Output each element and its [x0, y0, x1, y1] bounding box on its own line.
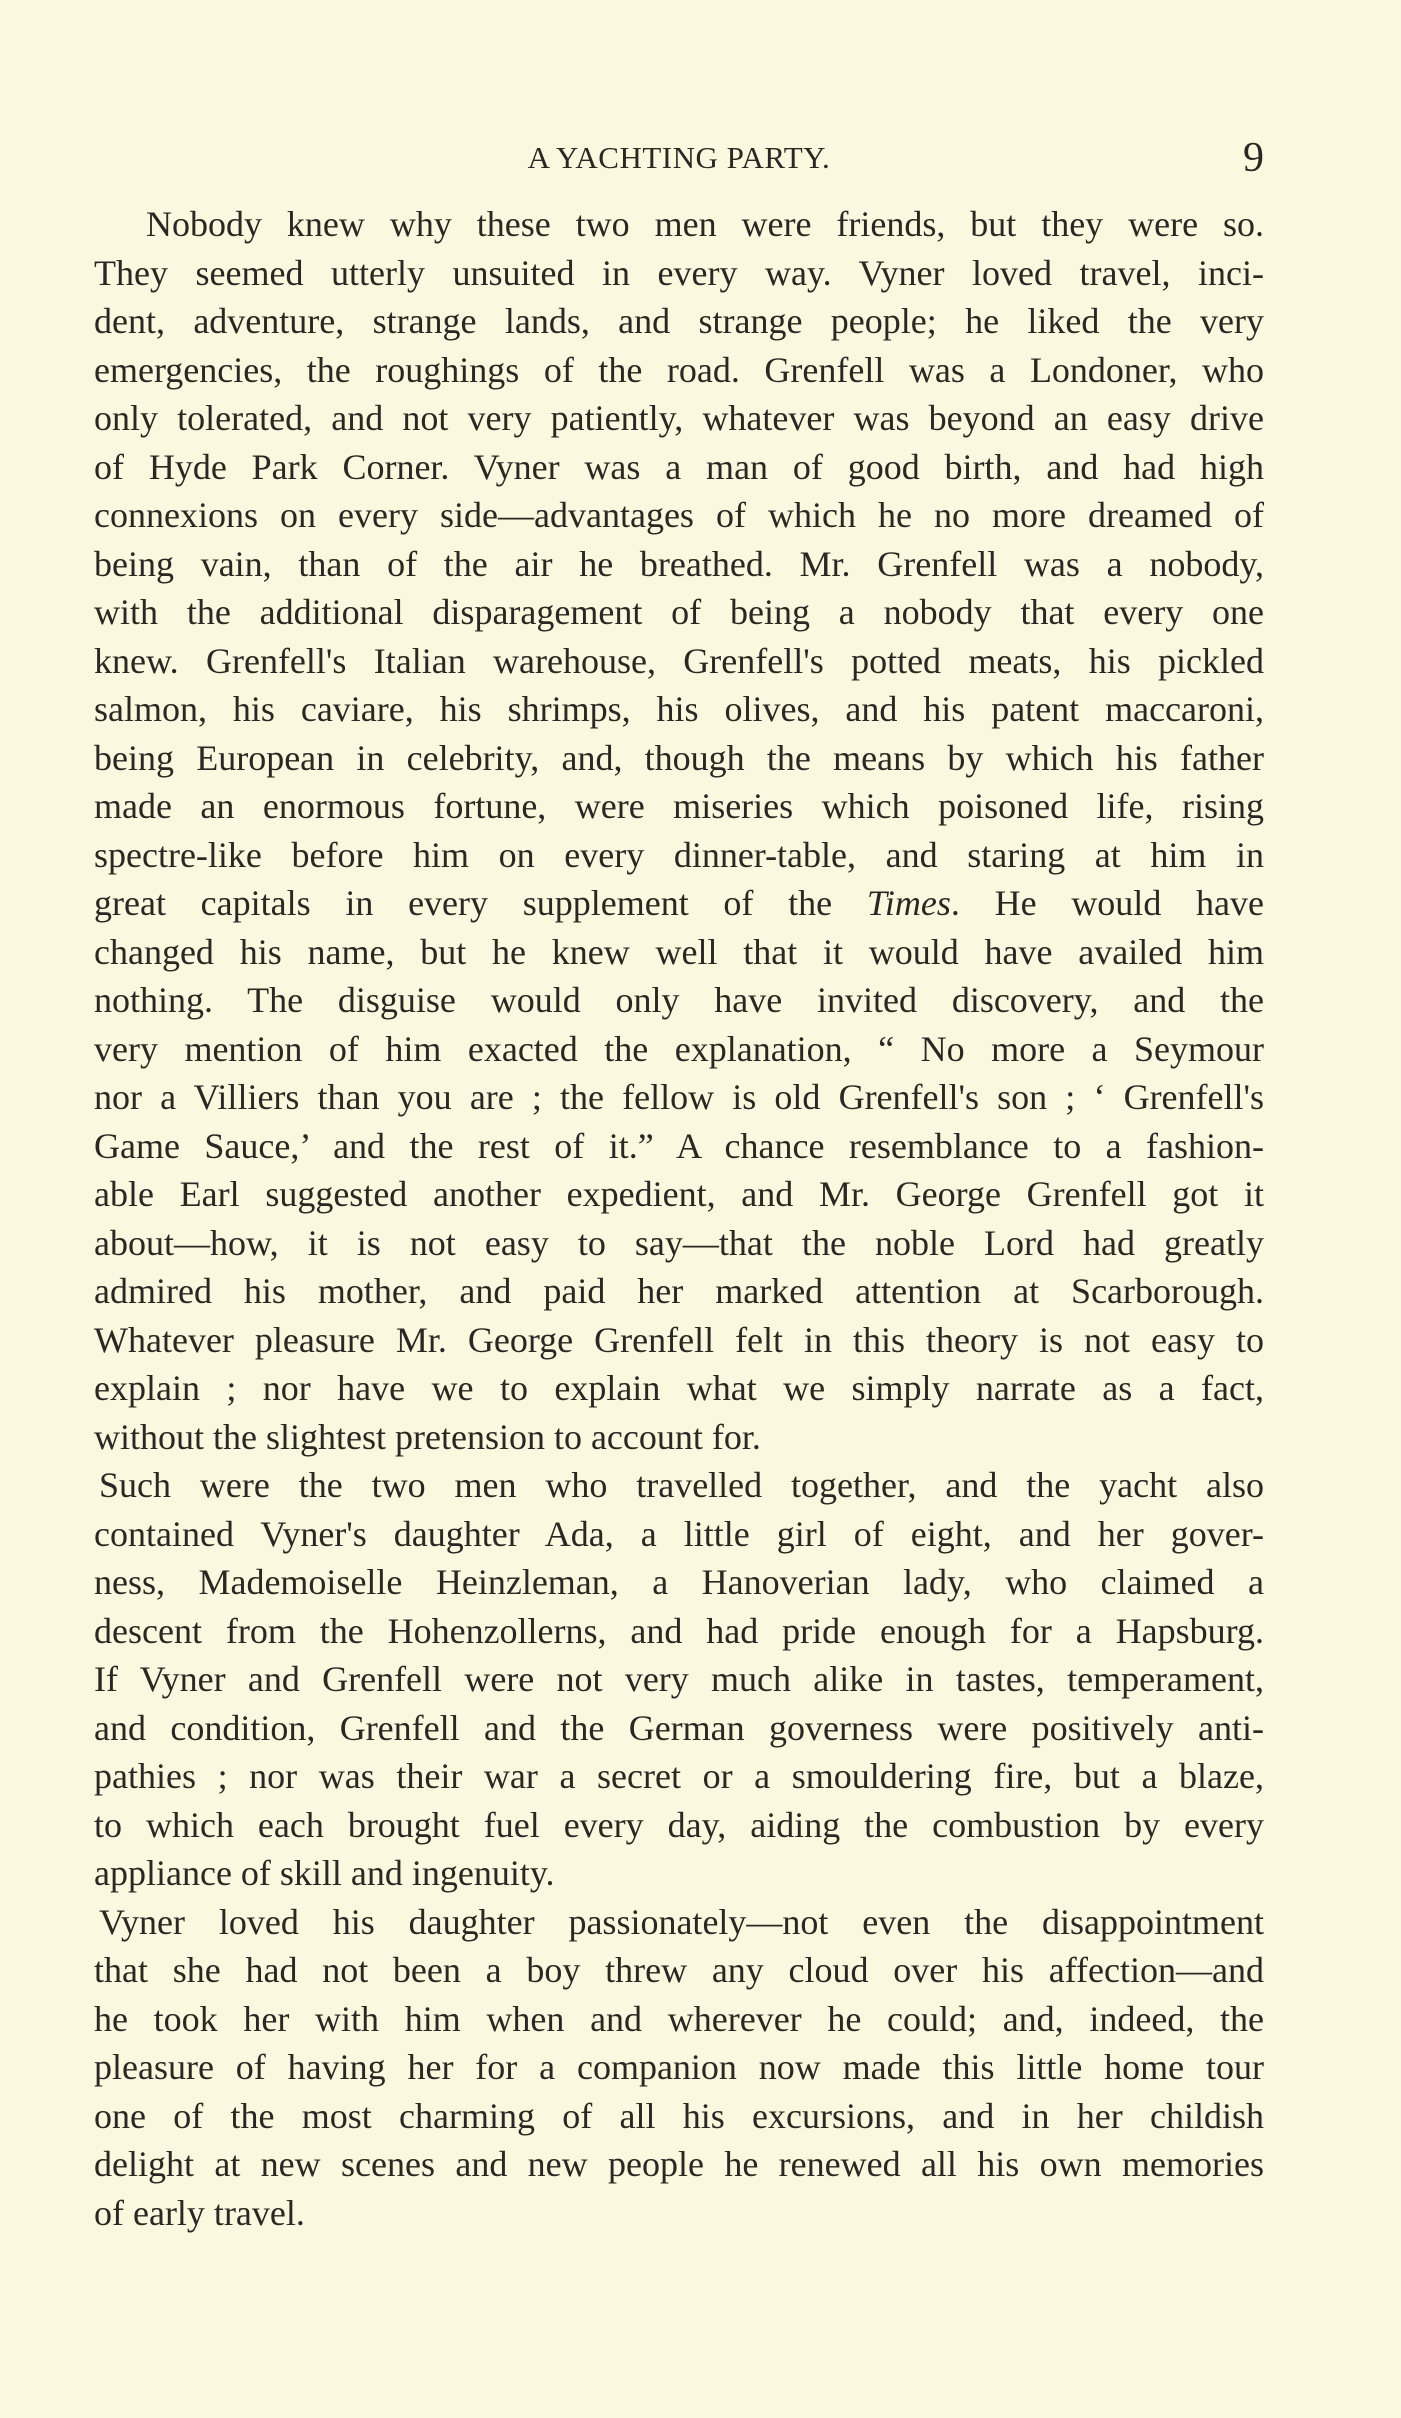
- text-line: being vain, than of the air he breathed. Mr. Grenfell was a nobody,: [94, 543, 1264, 584]
- text-line: only tolerated, and not very patiently, whatever was beyond an easy drive: [94, 398, 1264, 438]
- text-line: being European in celebrity, and, though the means by which his father: [94, 737, 1264, 778]
- text-line: of Hyde Park Corner. Vyner was a man of good birth, and had high: [94, 446, 1264, 487]
- text-line: great capitals in every supplement of the Times. He would have: [94, 883, 1264, 923]
- text-line: delight at new scenes and new people he renewed all his own memories: [94, 2144, 1264, 2184]
- text-line: Such were the two men who travelled together, and the yacht also: [99, 1465, 1264, 1505]
- text-line: able Earl suggested another expedient, and Mr. George Grenfell got it: [94, 1174, 1264, 1214]
- text-line: connexions on every side—advantages of which he no more dreamed of: [94, 495, 1264, 535]
- text-line: descent from the Hohenzollerns, and had pride enough for a Hapsburg.: [94, 1610, 1264, 1651]
- text-line: emergencies, the roughings of the road. Grenfell was a Londoner, who: [94, 349, 1264, 390]
- text-line: about—how, it is not easy to say—that the noble Lord had greatly: [94, 1222, 1264, 1263]
- text-line: explain ; nor have we to explain what we simply narrate as a fact,: [94, 1368, 1264, 1408]
- text-line: that she had not been a boy threw any cloud over his affection—and: [94, 1950, 1264, 1990]
- text-line: to which each brought fuel every day, aiding the combustion by every: [94, 1804, 1264, 1845]
- text-line: made an enormous fortune, were miseries which poisoned life, rising: [94, 786, 1264, 826]
- page-number: 9: [1243, 135, 1264, 181]
- running-title: A YACHTING PARTY.: [527, 140, 831, 175]
- text-line: nothing. The disguise would only have invited discovery, and the: [94, 980, 1264, 1020]
- text-line: salmon, his caviare, his shrimps, his olives, and his patent maccaroni,: [94, 689, 1264, 729]
- text-line: Whatever pleasure Mr. George Grenfell felt in this theory is not easy to: [94, 1319, 1264, 1360]
- text-line: Game Sauce,’ and the rest of it.” A chance resemblance to a fashion-: [94, 1125, 1264, 1166]
- running-head: [94, 135, 1264, 184]
- text-line: changed his name, but he knew well that it would have availed him: [94, 931, 1264, 972]
- text-line: Vyner loved his daughter passionately—not even the disappointment: [99, 1901, 1264, 1942]
- text-line: admired his mother, and paid her marked attention at Scarborough.: [94, 1271, 1264, 1311]
- text-line: one of the most charming of all his excursions, and in her childish: [94, 2095, 1264, 2136]
- text-line: If Vyner and Grenfell were not very much alike in tastes, temperament,: [94, 1659, 1264, 1699]
- body-text: [94, 200, 1264, 2237]
- text-line: of early travel.: [94, 2192, 305, 2233]
- text-line: contained Vyner's daughter Ada, a little girl of eight, and her gover-: [94, 1513, 1264, 1554]
- italic-title: Times: [866, 883, 951, 923]
- paragraph: [94, 1898, 1264, 2238]
- text-line: and condition, Grenfell and the German governess were positively anti-: [94, 1707, 1264, 1748]
- text-line: Nobody knew why these two men were friends, but they were so.: [146, 204, 1264, 244]
- text-line: ness, Mademoiselle Heinzleman, a Hanoverian lady, who claimed a: [94, 1562, 1264, 1602]
- text-line: They seemed utterly unsuited in every way. Vyner loved travel, inci-: [94, 252, 1264, 293]
- text-line: knew. Grenfell's Italian warehouse, Grenfell's potted meats, his pickled: [94, 640, 1264, 681]
- text-line: pleasure of having her for a companion now made this little home tour: [94, 2047, 1264, 2087]
- text-line: nor a Villiers than you are ; the fellow is old Grenfell's son ; ‘ Grenfell's: [94, 1077, 1264, 1117]
- text-line: appliance of skill and ingenuity.: [94, 1853, 555, 1893]
- paragraph: [94, 1461, 1264, 1898]
- text-line: dent, adventure, strange lands, and strange people; he liked the very: [94, 301, 1264, 341]
- text-line: with the additional disparagement of being a nobody that every one: [94, 592, 1264, 632]
- text-line: without the slightest pretension to account for.: [94, 1416, 761, 1457]
- text-line: spectre-like before him on every dinner-table, and staring at him in: [94, 834, 1264, 875]
- text-line: very mention of him exacted the explanation, “ No more a Seymour: [94, 1028, 1264, 1069]
- text-line: he took her with him when and wherever he could; and, indeed, the: [94, 1998, 1264, 2039]
- text-line: pathies ; nor was their war a secret or a smouldering fire, but a blaze,: [94, 1756, 1264, 1796]
- paragraph: [94, 200, 1264, 1461]
